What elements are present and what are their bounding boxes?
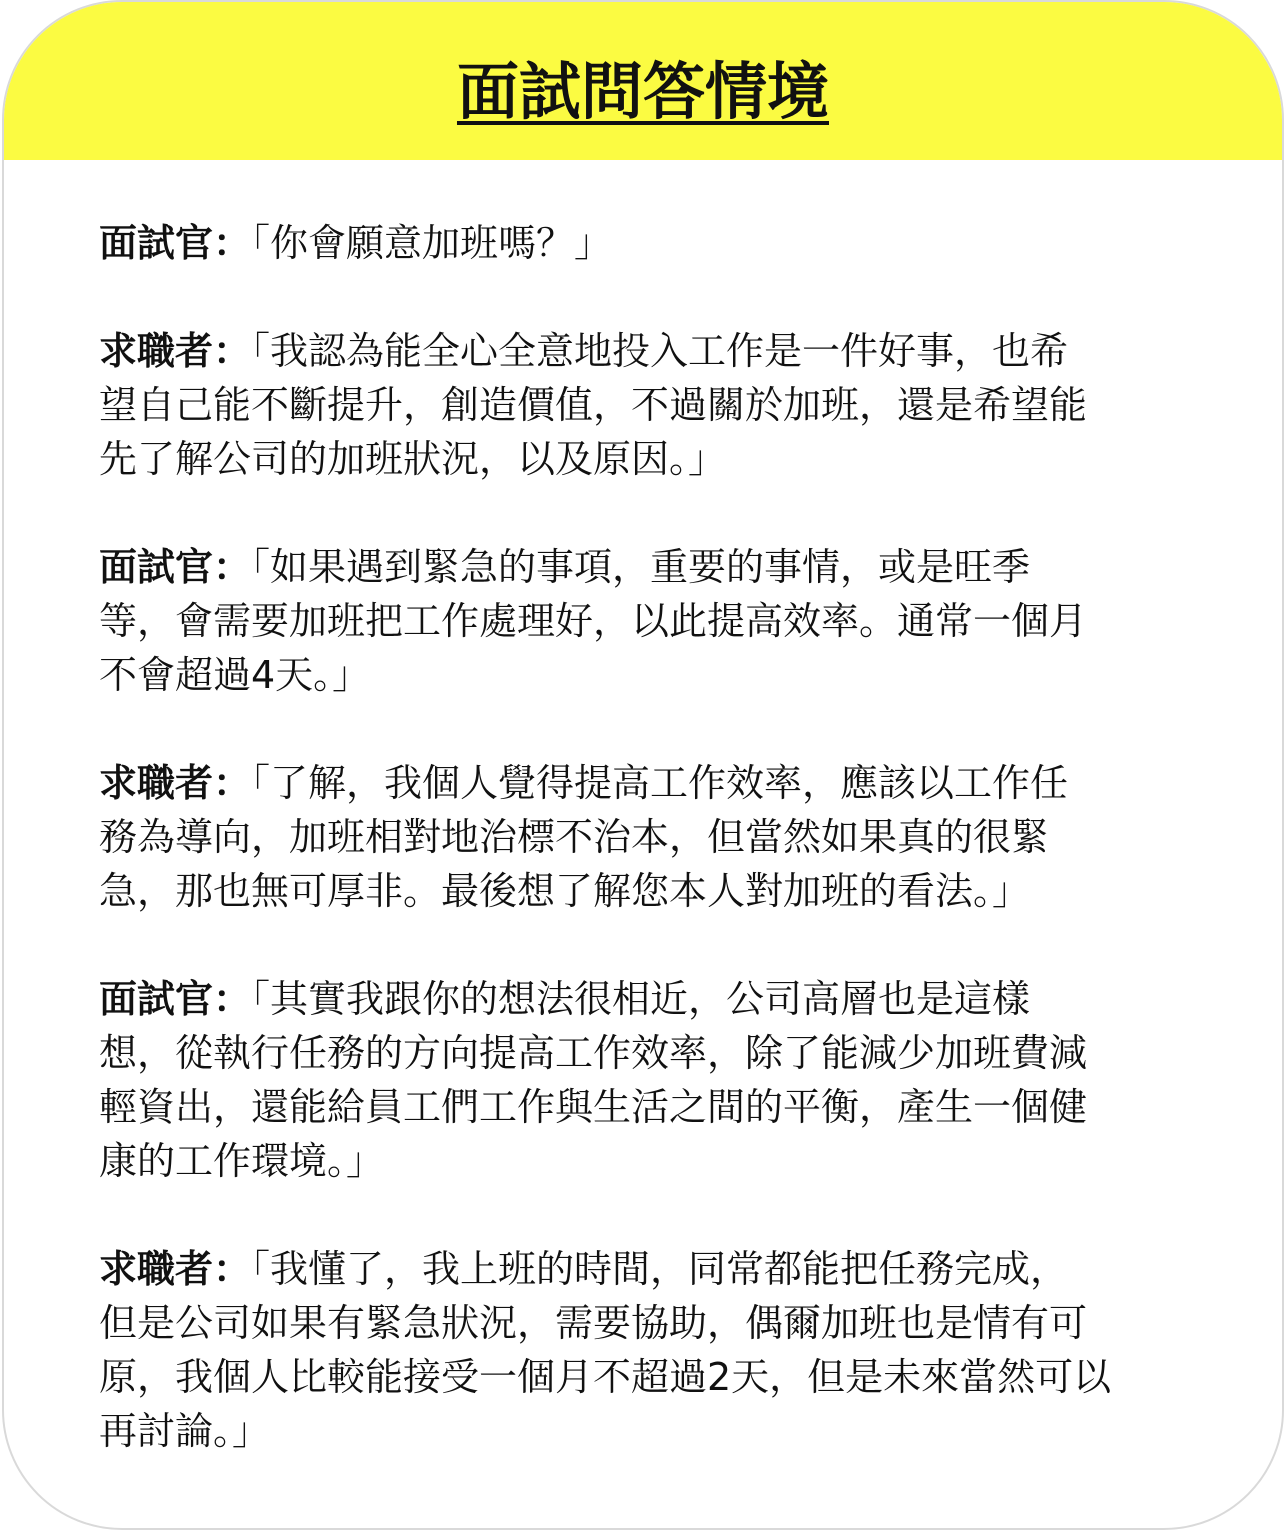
dialog-text: 望自己能不斷提升，創造價值，不過關於加班，還是希望能	[99, 383, 1088, 427]
dialog-text: 輕資出，還能給員工們工作與生活之間的平衡，產生一個健	[99, 1085, 1088, 1129]
dialog-text: 等，會需要加班把工作處理好，以此提高效率。通常一個月	[99, 599, 1088, 643]
dialog-card	[2, 0, 1284, 1530]
speaker-label: 求職者：	[99, 329, 252, 373]
speaker-label: 求職者：	[99, 1247, 252, 1291]
dialog-text: 「了解，我個人覺得提高工作效率，應該以工作任	[251, 761, 1069, 805]
page-title-text: 面試問答情境	[456, 55, 829, 128]
dialog-entry-6	[99, 1242, 1189, 1458]
speaker-label: 面試官：	[99, 545, 252, 589]
speaker-label: 求職者：	[99, 761, 252, 805]
dialog-text: 務為導向，加班相對地治標不治本，但當然如果真的很緊	[99, 815, 1050, 859]
speaker-label: 面試官：	[99, 221, 252, 265]
dialog-entry-2	[99, 324, 1189, 486]
dialog-text: 想，從執行任務的方向提高工作效率，除了能減少加班費減	[99, 1031, 1088, 1075]
dialog-text: 原，我個人比較能接受一個月不超過2天，但是未來當然可以	[99, 1355, 1112, 1399]
dialog-text: 「我懂了，我上班的時間，同常都能把任務完成，	[251, 1247, 1069, 1291]
dialog-list	[99, 216, 1189, 1512]
page-title	[4, 52, 1282, 132]
title-banner	[4, 2, 1282, 160]
speaker-label: 面試官：	[99, 977, 252, 1021]
dialog-text: 再討論。」	[99, 1409, 271, 1453]
dialog-entry-5	[99, 972, 1189, 1188]
dialog-line	[99, 216, 1189, 270]
dialog-text: 先了解公司的加班狀況，以及原因。」	[99, 437, 727, 481]
dialog-text: 急，那也無可厚非。最後想了解您本人對加班的看法。」	[99, 869, 1031, 913]
dialog-line	[99, 1242, 1189, 1296]
dialog-text: 「如果遇到緊急的事項，重要的事情，或是旺季	[251, 545, 1031, 589]
dialog-line	[99, 540, 1189, 594]
dialog-text: 康的工作環境。」	[99, 1139, 385, 1183]
dialog-line	[99, 756, 1189, 810]
dialog-line	[99, 324, 1189, 378]
dialog-entry-1	[99, 216, 1189, 270]
dialog-text: 不會超過4天。」	[99, 653, 371, 697]
dialog-entry-3	[99, 540, 1189, 702]
dialog-entry-4	[99, 756, 1189, 918]
dialog-text: 但是公司如果有緊急狀況，需要協助，偶爾加班也是情有可	[99, 1301, 1088, 1345]
dialog-text: 「我認為能全心全意地投入工作是一件好事，也希	[251, 329, 1069, 373]
dialog-text: 「你會願意加班嗎？」	[251, 221, 613, 265]
dialog-text: 「其實我跟你的想法很相近，公司高層也是這樣	[251, 977, 1031, 1021]
dialog-line	[99, 972, 1189, 1026]
